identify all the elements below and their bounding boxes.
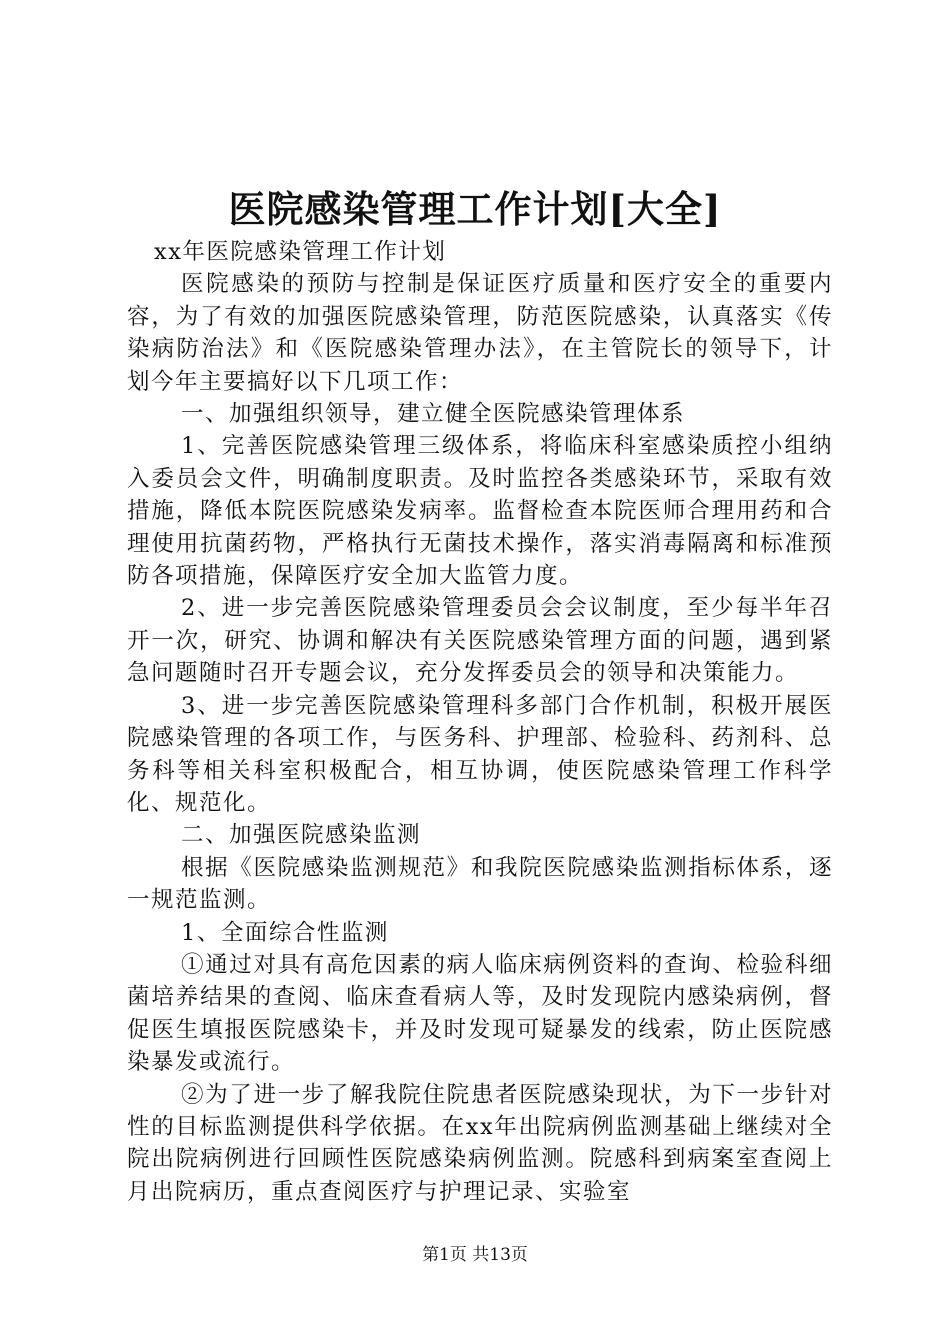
section-heading-1: 一、加强组织领导，建立健全医院感染管理体系 — [181, 401, 686, 428]
document-title: 医院感染管理工作计划[大全] — [228, 187, 722, 231]
plan-subtitle: xx年医院感染管理工作计划 — [154, 239, 447, 265]
subsection-heading-2-1: 1、全面综合性监测 — [181, 919, 389, 946]
paragraph-item-1-2: 2、进一步完善医院感染管理委员会会议制度，至少每半年召开一次，研究、协调和解决有关医院感染管理方面的问题，遇到紧急问题随时召开专题会议，充分发挥委员会的领导和决策能力。 — [127, 595, 833, 687]
section-heading-2: 二、加强医院感染监测 — [181, 822, 422, 849]
intro-paragraph: 医院感染的预防与控制是保证医疗质量和医疗安全的重要内容，为了有效的加强医院感染管理，防范医院感染，认真落实《传染病防治法》和《医院感染管理办法》，在主管院长的领导下，计划今年主要搞好以下几项工作： — [127, 271, 833, 395]
paragraph-item-1-3: 3、进一步完善医院感染管理科多部门合作机制，积极开展医院感染管理的各项工作，与医务科、护理部、检验科、药剂科、总务科等相关科室积极配合，相互协调，使医院感染管理工作科学化、规范化。 — [127, 692, 833, 816]
page-footer: 第1页 共13页 — [422, 1245, 528, 1265]
paragraph-item-1-1: 1、完善医院感染管理三级体系，将临床科室感染质控小组纳入委员会文件，明确制度职责。及时监控各类感染环节，采取有效措施，降低本院医院感染发病率。监督检查本院医师合理用药和合理使用抗菌药物，严格执行无菌技术操作，落实消毒隔离和标准预防各项措施，保障医疗安全加大监管力度。 — [127, 433, 833, 590]
document-body — [127, 236, 833, 1208]
paragraph-circled-1: ①通过对具有高危因素的病人临床病例资料的查询、检验科细菌培养结果的查阅、临床查看病人等，及时发现院内感染病例，督促医生填报医院感染卡，并及时发现可疑暴发的线索，防止医院感染暴发或流行。 — [127, 951, 833, 1076]
paragraph-monitoring-intro: 根据《医院感染监测规范》和我院医院感染监测指标体系，逐一规范监测。 — [127, 854, 833, 914]
paragraph-circled-2: ②为了进一步了解我院住院患者医院感染现状，为下一步针对性的目标监测提供科学依据。在xx年出院病例监测基础上继续对全院出院病例进行回顾性医院感染病例监测。院感科到病案室查阅上月出院病历，重点查阅医疗与护理记录、实验室 — [127, 1081, 833, 1205]
